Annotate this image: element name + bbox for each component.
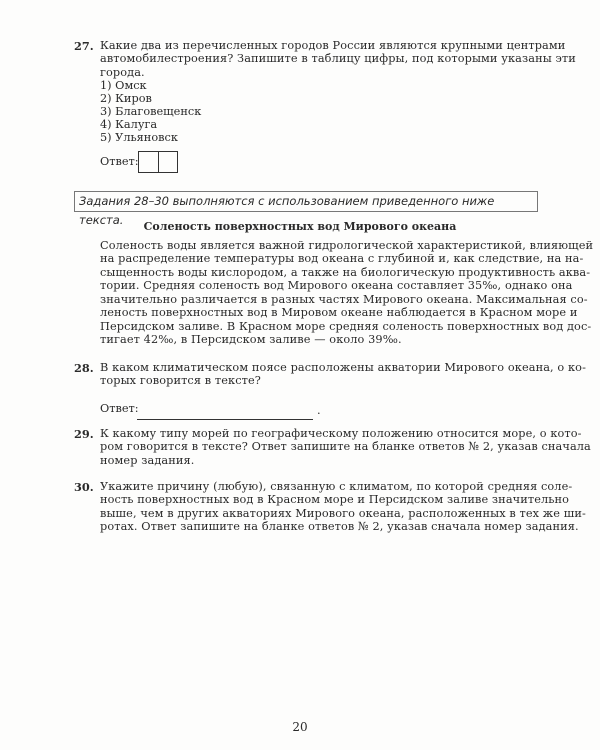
question-30-text: выше, чем в других акваториях Мирового океана, расположенных в тех же ши- <box>100 507 586 520</box>
text-line: тории. Средняя соленость вод Мирового океана составляет 35‰, однако она <box>100 279 573 292</box>
text-line: леность поверхностных вод в Мировом океане наблюдается в Красном море и <box>100 306 578 319</box>
question-30-text: ротах. Ответ запишите на бланке ответов № 2, указав сначала номер задания. <box>100 520 579 533</box>
option-3: 3) Благовещенск <box>100 105 202 118</box>
question-29-text: ром говорится в тексте? Ответ запишите на бланке ответов № 2, указав сначала <box>100 440 591 453</box>
question-28-text: В каком климатическом поясе расположены акватории Мирового океана, о ко- <box>100 361 586 374</box>
text-line: сыщенность воды кислородом, а также на биологическую продуктивность аква- <box>100 266 591 279</box>
question-27-number: 27. <box>74 39 94 53</box>
question-29-text: номер задания. <box>100 454 195 467</box>
text-line: Соленость воды является важной гидрологической характеристикой, влияющей <box>100 239 594 252</box>
answer-label: Ответ: <box>100 402 139 415</box>
option-5: 5) Ульяновск <box>100 131 178 144</box>
answer-period: . <box>317 404 321 417</box>
text-line: тигает 42‰, в Персидском заливе — около 39‰. <box>100 333 402 346</box>
answer-boxes[interactable] <box>138 151 178 173</box>
question-28-number: 28. <box>74 361 94 375</box>
question-30-text: Укажите причину (любую), связанную с климатом, по которой средняя соле- <box>100 480 573 493</box>
text-line: на распределение температуры вод океана с глубиной и, как следствие, на на- <box>100 252 584 265</box>
option-1: 1) Омск <box>100 79 147 92</box>
question-30-text: ность поверхностных вод в Красном море и Персидском заливе значительно <box>100 493 570 506</box>
answer-line[interactable] <box>137 419 313 420</box>
question-29-text: К какому типу морей по географическому положению относится море, о кото- <box>100 427 582 440</box>
answer-label: Ответ: <box>100 155 139 168</box>
question-27-text: города. <box>100 66 145 79</box>
answer-box-divider <box>158 152 159 172</box>
question-28-text: торых говорится в тексте? <box>100 374 261 387</box>
text-line: значительно различается в разных частях Мирового океана. Максимальная со- <box>100 293 588 306</box>
question-29-number: 29. <box>74 427 94 441</box>
option-4: 4) Калуга <box>100 118 158 131</box>
text-line: Персидском заливе. В Красном море средняя соленость поверхностных вод дос- <box>100 320 592 333</box>
text-title: Соленость поверхностных вод Мирового океана <box>143 220 457 233</box>
instruction-box: Задания 28–30 выполняются с использованием приведенного ниже текста. <box>74 191 538 212</box>
question-30-number: 30. <box>74 480 94 494</box>
question-27-text: Какие два из перечисленных городов России являются крупными центрами <box>100 39 566 52</box>
option-2: 2) Киров <box>100 92 152 105</box>
page-number: 20 <box>292 720 308 734</box>
question-27-text: автомобилестроения? Запишите в таблицу цифры, под которыми указаны эти <box>100 52 576 65</box>
